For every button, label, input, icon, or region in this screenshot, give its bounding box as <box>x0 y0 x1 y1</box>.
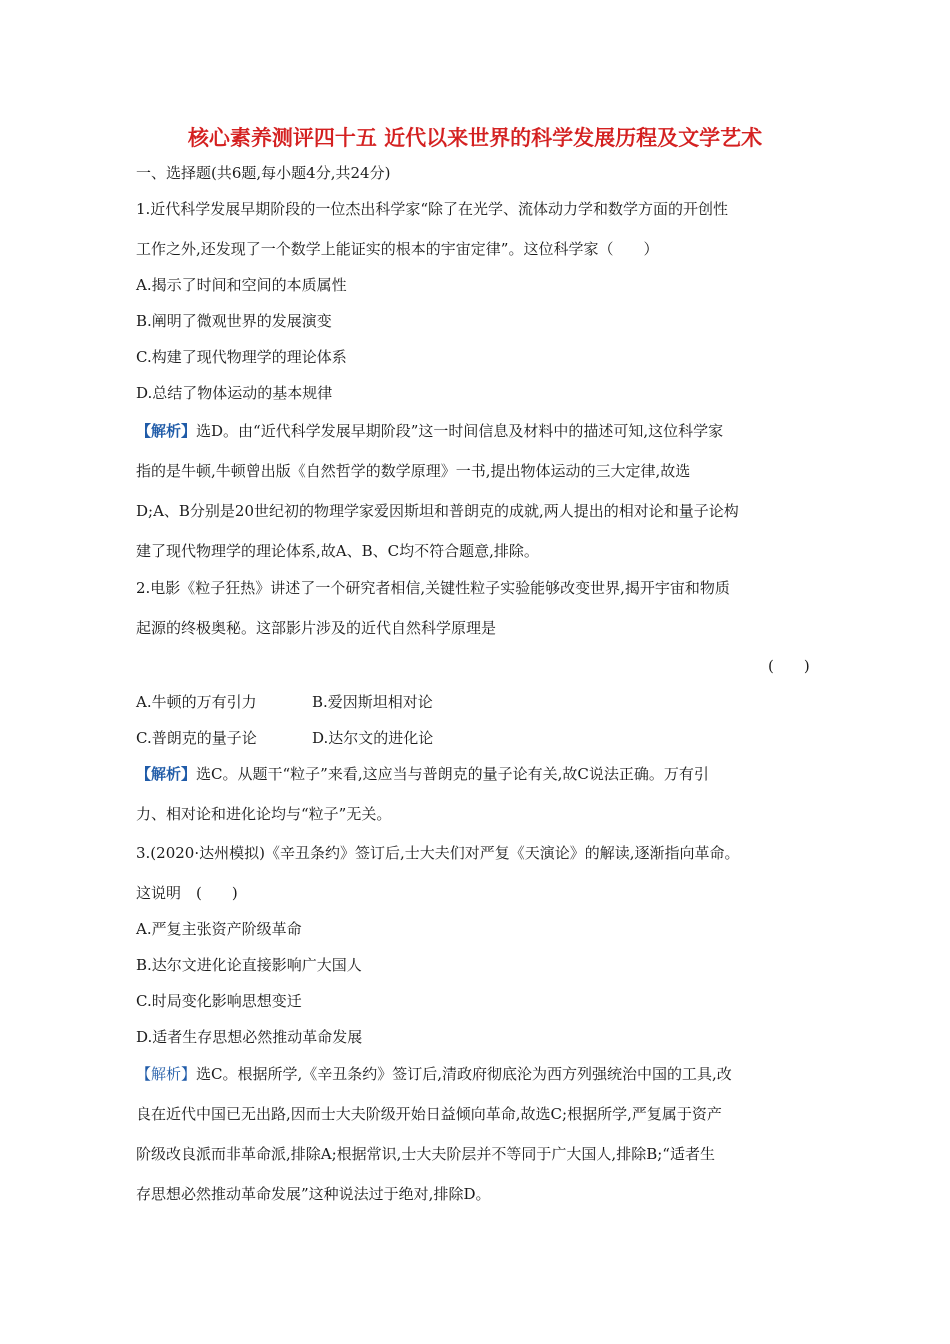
q1-option-c: C.构建了现代物理学的理论体系 <box>136 348 347 366</box>
q3-option-d: D.适者生存思想必然推动革命发展 <box>136 1028 363 1046</box>
q1-analysis-line1: 【解析】选D。由“近代科学发展早期阶段”这一时间信息及材料中的描述可知,这位科学家 <box>136 422 724 440</box>
q2-option-a: A.牛顿的万有引力 <box>136 693 257 711</box>
q2-analysis-line2: 力、相对论和进化论均与“粒子”无关。 <box>136 805 392 823</box>
q3-analysis-line2: 良在近代中国已无出路,因而士大夫阶级开始日益倾向革命,故选C;根据所学,严复属于资产 <box>136 1105 722 1123</box>
q1-analysis-line2: 指的是牛顿,牛顿曾出版《自然哲学的数学原理》一书,提出物体运动的三大定律,故选 <box>136 462 691 480</box>
q2-stem-line2: 起源的终极奥秘。这部影片涉及的近代自然科学原理是 <box>136 619 497 637</box>
q3-stem-line1: 3.(2020·达州模拟)《辛丑条约》签订后,士大夫们对严复《天演论》的解读,逐渐指向革命。 <box>136 844 740 862</box>
q1-stem-line1: 1.近代科学发展早期阶段的一位杰出科学家“除了在光学、流体动力学和数学方面的开创性 <box>136 200 728 218</box>
q2-stem-line1: 2.电影《粒子狂热》讲述了一个研究者相信,关键性粒子实验能够改变世界,揭开宇宙和物质 <box>136 579 730 597</box>
analysis-tag: 【解析】 <box>136 1065 197 1083</box>
q1-stem-line2: 工作之外,还发现了一个数学上能证实的根本的宇宙定律”。这位科学家（ ） <box>136 240 659 258</box>
analysis-tag: 【解析】 <box>136 422 197 440</box>
q2-option-d: D.达尔文的进化论 <box>312 729 434 747</box>
q3-analysis-line3: 阶级改良派而非革命派,排除A;根据常识,士大夫阶层并不等同于广大国人,排除B;“适者生 <box>136 1145 715 1163</box>
q2-option-c: C.普朗克的量子论 <box>136 729 257 747</box>
analysis-tag: 【解析】 <box>136 765 197 783</box>
q3-option-a: A.严复主张资产阶级革命 <box>136 920 302 938</box>
q2-option-b: B.爱因斯坦相对论 <box>312 693 433 711</box>
q3-analysis-line4: 存思想必然推动革命发展”这种说法过于绝对,排除D。 <box>136 1185 491 1203</box>
q3-analysis-line1: 【解析】选C。根据所学,《辛丑条约》签订后,清政府彻底沦为西方列强统治中国的工具,改 <box>136 1065 732 1083</box>
q1-option-a: A.揭示了时间和空间的本质属性 <box>136 276 347 294</box>
q2-answer-paren: ( ) <box>768 657 810 675</box>
q3-stem-line2: 这说明 ( ) <box>136 884 238 902</box>
q3-option-c: C.时局变化影响思想变迁 <box>136 992 302 1010</box>
section-heading: 一、选择题(共6题,每小题4分,共24分) <box>136 164 391 182</box>
q1-analysis-line4: 建了现代物理学的理论体系,故A、B、C均不符合题意,排除。 <box>136 542 539 560</box>
q3-option-b: B.达尔文进化论直接影响广大国人 <box>136 956 362 974</box>
page-title: 核心素养测评四十五 近代以来世界的科学发展历程及文学艺术 <box>187 126 763 150</box>
q1-option-b: B.阐明了微观世界的发展演变 <box>136 312 332 330</box>
q2-analysis-line1: 【解析】选C。从题干“粒子”来看,这应当与普朗克的量子论有关,故C说法正确。万有引 <box>136 765 709 783</box>
q1-analysis-line3: D;A、B分别是20世纪初的物理学家爱因斯坦和普朗克的成就,两人提出的相对论和量子论构 <box>136 502 739 520</box>
q1-option-d: D.总结了物体运动的基本规律 <box>136 384 333 402</box>
